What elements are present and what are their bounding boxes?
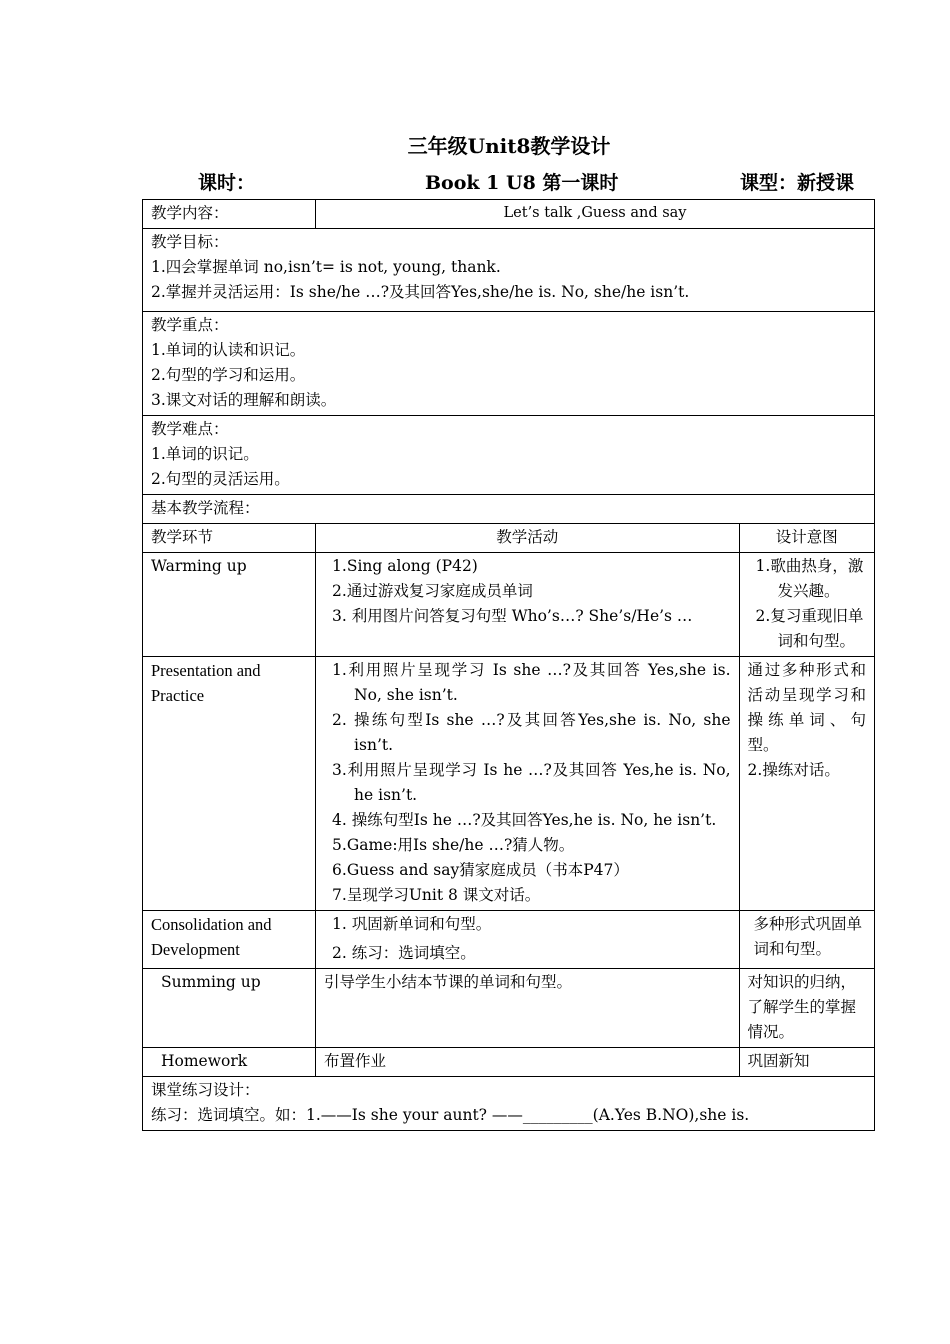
stage-purpose — [739, 969, 874, 1048]
key-points-row — [143, 312, 875, 416]
document-title: 三年级Unit8教学设计 — [407, 134, 611, 158]
stage-row-summing-up — [143, 969, 875, 1048]
objective-item: 2.掌握并灵活运用：Is she/he …?及其回答Yes,she/he is. No, she/he isn’t. — [151, 283, 690, 301]
activity-item: 4. 操练句型Is he …?及其回答Yes,he is. No, he isn’t. — [332, 811, 717, 829]
activity-item: 5.Game:用Is she/he …?猜人物。 — [332, 836, 575, 854]
exercise-text: 练习：选词填空。如：1.——Is she your aunt? ——_________(A.Yes B.NO),she is. — [151, 1106, 750, 1124]
objectives-cell — [143, 229, 875, 312]
stage-activities — [316, 911, 740, 969]
period-value: Book 1 U8 第一课时 — [425, 172, 619, 194]
objective-item: 1.四会掌握单词 no,isn’t= is not, young, thank. — [151, 258, 501, 276]
key-point-item: 1.单词的认读和识记。 — [151, 341, 306, 359]
activity-item: 7.呈现学习Unit 8 课文对话。 — [332, 886, 541, 904]
key-points-heading: 教学重点： — [151, 316, 229, 334]
column-header-row — [143, 524, 875, 553]
activity-item: 2. 练习：选词填空。 — [332, 944, 476, 962]
difficulties-row — [143, 416, 875, 495]
purpose-item: 对知识的归纳，了解学生的掌握情况。 — [747, 973, 857, 1041]
stage-purpose — [739, 911, 874, 969]
process-heading: 基本教学流程： — [143, 495, 875, 524]
activity-item: 引导学生小结本节课的单词和句型。 — [324, 973, 573, 991]
exercise-cell — [143, 1077, 875, 1131]
content-row — [143, 200, 875, 229]
stage-name: Presentation and Practice — [143, 657, 316, 911]
key-points-cell — [143, 312, 875, 416]
purpose-item: 通过多种形式和活动呈现学习和操练单词、句型。 — [747, 661, 866, 754]
purpose-item: 多种形式巩固单词和句型。 — [753, 915, 863, 958]
activity-item: 1.Sing along (P42) — [332, 557, 478, 575]
activity-item: 布置作业 — [324, 1052, 387, 1070]
activity-item: 6.Guess and say猜家庭成员（书本P47） — [332, 861, 629, 879]
column-header-purpose: 设计意图 — [739, 524, 874, 553]
stage-activities — [316, 657, 740, 911]
stage-activities — [316, 969, 740, 1048]
key-point-item: 2.句型的学习和运用。 — [151, 366, 306, 384]
lesson-plan-table — [142, 199, 875, 1131]
lesson-meta — [0, 168, 950, 196]
activity-item: 1. 巩固新单词和句型。 — [332, 915, 492, 933]
stage-name: Summing up — [143, 969, 316, 1048]
stage-activities — [316, 553, 740, 657]
activity-item: 1.利用照片呈现学习 Is she …?及其回答 Yes,she is. No, she isn’t. — [332, 661, 731, 704]
purpose-item: 巩固新知 — [747, 1052, 810, 1070]
difficulties-heading: 教学难点： — [151, 420, 229, 438]
column-header-activities: 教学活动 — [316, 524, 740, 553]
column-header-stage: 教学环节 — [143, 524, 316, 553]
exercise-heading: 课堂练习设计： — [151, 1081, 260, 1099]
key-point-item: 3.课文对话的理解和朗读。 — [151, 391, 337, 409]
stage-purpose — [739, 657, 874, 911]
content-value: Let’s talk ,Guess and say — [316, 200, 875, 229]
stage-purpose — [739, 1048, 874, 1077]
objectives-heading: 教学目标： — [151, 233, 229, 251]
purpose-item: 2.操练对话。 — [747, 761, 840, 779]
stage-row-presentation — [143, 657, 875, 911]
purpose-item: 1.歌曲热身，激 发兴趣。 — [755, 557, 864, 600]
lesson-type: 课型：新授课 — [740, 172, 855, 194]
process-heading-row — [143, 495, 875, 524]
stage-activities — [316, 1048, 740, 1077]
stage-row-consolidation — [143, 911, 875, 969]
exercise-row — [143, 1077, 875, 1131]
stage-name: Homework — [143, 1048, 316, 1077]
difficulties-cell — [143, 416, 875, 495]
difficulty-item: 2.句型的灵活运用。 — [151, 470, 290, 488]
activity-item: 2.通过游戏复习家庭成员单词 — [332, 582, 533, 600]
objectives-row — [143, 229, 875, 312]
stage-purpose — [739, 553, 874, 657]
stage-name: Consolidation and Development — [143, 911, 316, 969]
stage-row-homework — [143, 1048, 875, 1077]
activity-item: 2. 操练句型Is she …?及其回答Yes,she is. No, she isn’t. — [332, 711, 731, 754]
content-label: 教学内容： — [143, 200, 316, 229]
period-label: 课时： — [198, 172, 256, 194]
activity-item: 3.利用照片呈现学习 Is he …?及其回答 Yes,he is. No, he isn’t. — [332, 761, 731, 804]
difficulty-item: 1.单词的识记。 — [151, 445, 259, 463]
stage-name: Warming up — [143, 553, 316, 657]
activity-item: 3. 利用图片问答复习句型 Who’s…? She’s/He’s … — [332, 607, 693, 625]
stage-row-warming-up — [143, 553, 875, 657]
purpose-item: 2.复习重现旧单词和句型。 — [755, 607, 864, 650]
